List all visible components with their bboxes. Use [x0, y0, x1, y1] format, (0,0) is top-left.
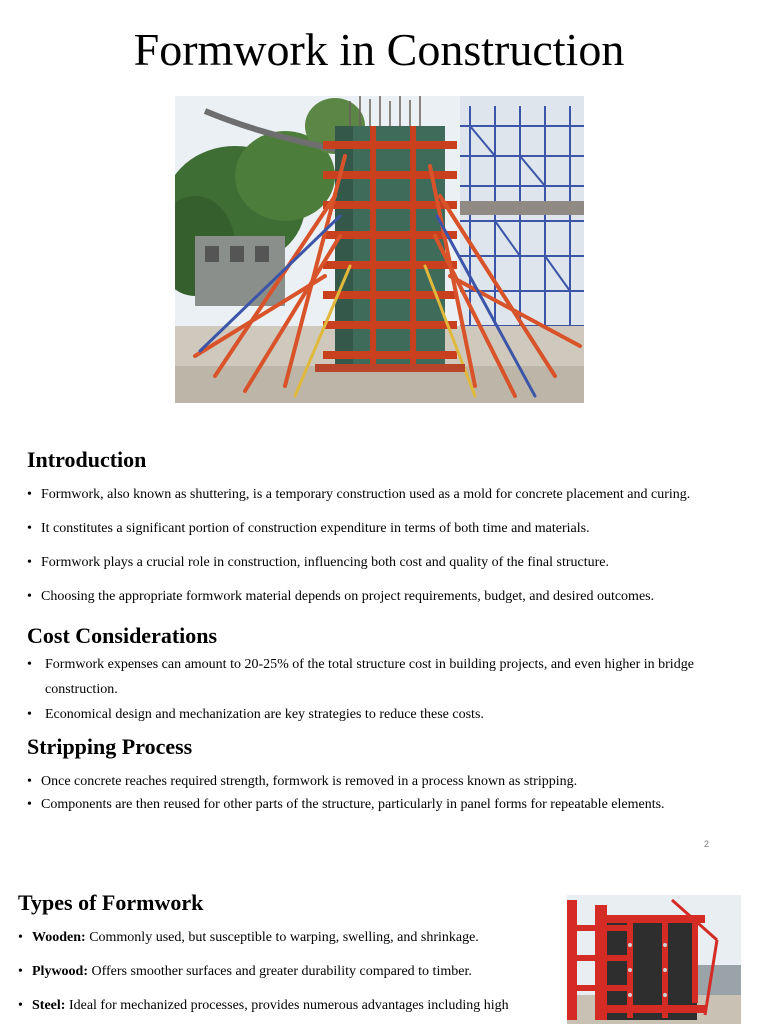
list-item-text: Once concrete reaches required strength, formwork is removed in a process known as stripping.	[41, 774, 578, 789]
type-term: Steel:	[32, 998, 66, 1013]
list-item-text: It constitutes a significant portion of construction expenditure in terms of both time and materials.	[41, 521, 590, 536]
list-item-text: Economical design and mechanization are key strategies to reduce these costs.	[45, 707, 484, 722]
type-term: Plywood:	[32, 964, 88, 979]
list-item	[27, 588, 747, 622]
bullet: •	[27, 707, 32, 722]
list-item	[18, 963, 558, 997]
list-item-text: Formwork expenses can amount to 20-25% of the total structure cost in building projects, and even higher in bridge construction.	[45, 657, 694, 697]
bullet: •	[27, 487, 32, 502]
bullet: •	[27, 521, 32, 536]
list-item	[27, 652, 727, 702]
bullet: •	[27, 657, 32, 672]
formwork-column-photo	[175, 96, 584, 403]
cost-heading: Cost Considerations	[27, 623, 218, 648]
list-item	[27, 793, 747, 816]
type-description: Offers smoother surfaces and greater durability compared to timber.	[88, 964, 472, 979]
type-description: Commonly used, but susceptible to warping, swelling, and shrinkage.	[85, 930, 479, 945]
types-list	[18, 929, 558, 1031]
bullet: •	[18, 930, 23, 945]
list-item-text: Formwork plays a crucial role in construction, influencing both cost and quality of the final structure.	[41, 555, 610, 570]
steel-formwork-photo	[567, 895, 741, 1024]
introduction-heading: Introduction	[27, 447, 147, 472]
list-item	[18, 997, 558, 1031]
bullet: •	[18, 998, 23, 1013]
stripping-heading: Stripping Process	[27, 734, 193, 759]
page-number: 2	[704, 839, 710, 849]
list-item-text: Choosing the appropriate formwork material depends on project requirements, budget, and desired outcomes.	[41, 589, 655, 604]
type-description: Ideal for mechanized processes, provides numerous advantages including high	[65, 998, 509, 1013]
page-title: Formwork in Construction	[133, 24, 625, 75]
bullet: •	[27, 589, 32, 604]
list-item-text: Formwork, also known as shuttering, is a temporary construction used as a mold for concrete placement and curing.	[41, 487, 691, 502]
stripping-list	[27, 770, 747, 816]
introduction-list	[27, 486, 747, 622]
bullet: •	[18, 964, 23, 979]
list-item	[27, 520, 747, 554]
cost-list	[27, 652, 727, 727]
list-item	[27, 486, 747, 520]
type-term: Wooden:	[32, 930, 86, 945]
bullet: •	[27, 774, 32, 789]
list-item	[27, 770, 747, 793]
list-item	[18, 929, 558, 963]
list-item	[27, 554, 747, 588]
bullet: •	[27, 797, 32, 812]
types-heading: Types of Formwork	[18, 890, 204, 915]
list-item	[27, 702, 727, 727]
list-item-text: Components are then reused for other parts of the structure, particularly in panel forms for repeatable elements.	[41, 797, 665, 812]
bullet: •	[27, 555, 32, 570]
